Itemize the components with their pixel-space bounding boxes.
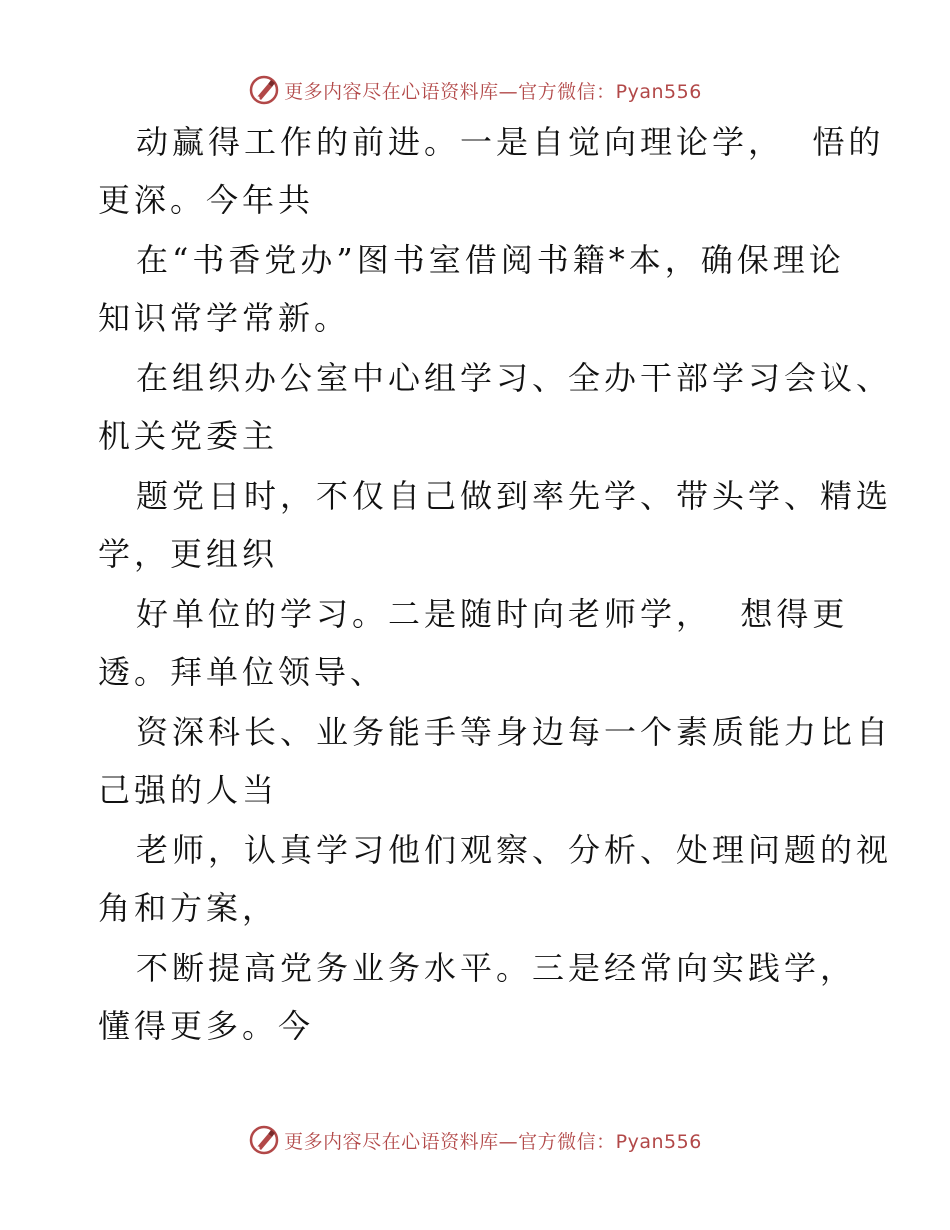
body-line: 懂得更多。今: [98, 1007, 315, 1045]
header-watermark-text: 更多内容尽在心语资料库—官方微信：Pyan556: [284, 80, 702, 103]
pen-circle-logo-icon: [248, 74, 280, 106]
body-line: 更深。今年共: [98, 181, 315, 219]
body-line: 角和方案，: [98, 889, 279, 927]
body-line: 动赢得工作的前进。一是自觉向理论学， 悟的: [136, 123, 885, 161]
footer-watermark-text: 更多内容尽在心语资料库—官方微信：Pyan556: [284, 1130, 702, 1153]
body-line: 好单位的学习。二是随时向老师学， 想得更: [136, 595, 849, 633]
footer-watermark: [0, 1122, 950, 1158]
body-line: 不断提高党务业务水平。三是经常向实践学，: [136, 949, 857, 987]
body-line: 资深科长、业务能手等身边每一个素质能力比自: [136, 713, 893, 751]
body-line: 透。拜单位领导、: [98, 653, 387, 691]
header-watermark: [0, 72, 950, 108]
body-line: 在“书香党办”图书室借阅书籍*本，确保理论: [136, 241, 845, 279]
body-line: 在组织办公室中心组学习、全办干部学习会议、: [136, 359, 893, 397]
pen-circle-logo-icon: [248, 1124, 280, 1156]
body-line: 机关党委主: [98, 417, 279, 455]
body-line: 知识常学常新。: [98, 299, 351, 337]
body-line: 己强的人当: [98, 771, 279, 809]
body-line: 学，更组织: [98, 535, 279, 573]
body-line: 题党日时，不仅自己做到率先学、带头学、精选: [136, 477, 893, 515]
body-line: 老师，认真学习他们观察、分析、处理问题的视: [136, 831, 893, 869]
